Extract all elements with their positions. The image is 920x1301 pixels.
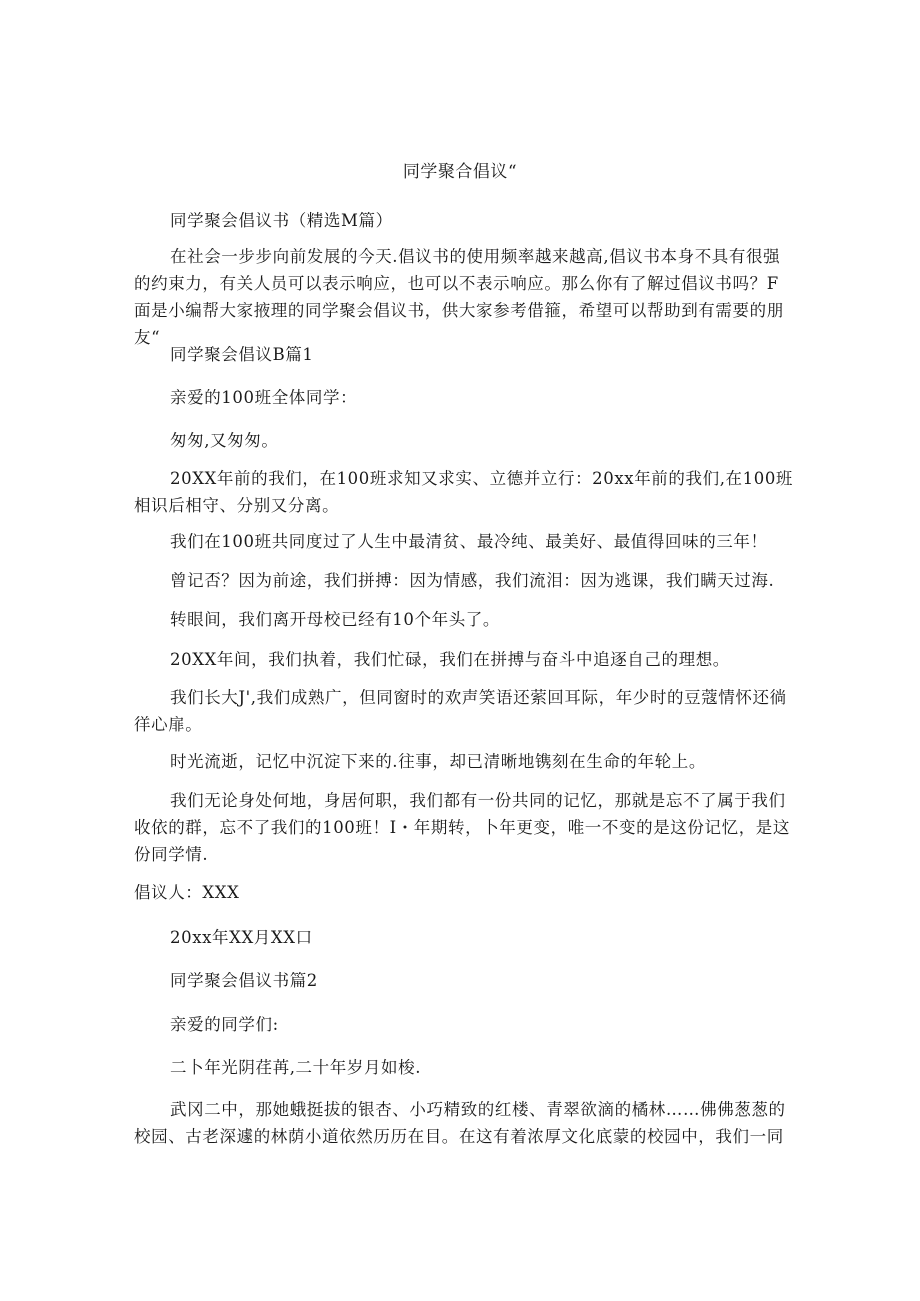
paragraph: 20XX年前的我们，在100班求知又求实、立德并立行：20xx年前的我们,在100班相识后相守、分别又分离。 bbox=[134, 469, 794, 515]
paragraph-salutation-1: 亲爱的100班全体同学： bbox=[170, 388, 358, 407]
paragraph: 武冈二中，那她蛾挺拔的银杏、小巧精致的红楼、青翠欲滴的橘林……佛佛葱葱的校园、古老深遽的林荫小道依然历历在目。在这有着浓厚文化底蒙的校园中，我们一同 bbox=[134, 1100, 786, 1146]
paragraph: 时光流逝，记忆中沉淀下来的.往事，却已清晰地镌刻在生命的年轮上。 bbox=[170, 752, 706, 771]
paragraph: 我们长大J',我们成熟广，但同窗时的欢声笑语还萦回耳际，年少时的豆蔻情怀还徜徉心扉。 bbox=[134, 688, 787, 734]
paragraph-signatory: 倡议人：XXX bbox=[134, 883, 240, 902]
document-title: 同学聚合倡议“ bbox=[402, 162, 518, 182]
paragraph: 二卜年光阴荏苒,二十年岁月如梭. bbox=[170, 1058, 422, 1077]
paragraph-section-1-heading: 同学聚会倡议B篇1 bbox=[170, 345, 314, 364]
paragraph-subtitle: 同学聚会倡议书（精选M篇） bbox=[170, 211, 393, 230]
paragraph-date: 20xx年XX月XX口 bbox=[170, 928, 313, 947]
paragraph-section-2-heading: 同学聚会倡议书篇2 bbox=[170, 971, 318, 990]
paragraph: 我们无论身处何地，身居何职，我们都有一份共同的记忆，那就是忘不了属于我们收依的群，忘不了我们的100班！I・年期转，卜年更变，唯一不变的是这份记忆，是这份同学情. bbox=[134, 791, 791, 864]
paragraph: 我们在100班共同度过了人生中最清贫、最冷纯、最美好、最值得回味的三年！ bbox=[170, 532, 768, 551]
paragraph: 匆匆,又匆匆。 bbox=[170, 431, 279, 450]
paragraph: 20XX年间，我们执着，我们忙碌，我们在拼搏与奋斗中追逐自己的理想。 bbox=[170, 650, 730, 669]
paragraph-salutation-2: 亲爱的同学们: bbox=[170, 1015, 279, 1034]
paragraph: 曾记否？因为前途，我们拼搏：因为情感，我们流泪：因为逃课，我们瞒天过海. bbox=[170, 571, 775, 590]
paragraph-intro: 在社会一步步向前发展的今天.倡议书的使用频率越来越高,倡议书本身不具有很强的约束力，有关人员可以表示响应，也可以不表示响应。那么你有了解过倡议书吗？F面是小编帮大家掖理的同学聚会倡议书，供大家参考借箍，希望可以帮助到有需要的朋友“ bbox=[134, 247, 784, 347]
paragraph: 转眼间，我们离开母校已经有10个年头了。 bbox=[170, 610, 500, 629]
